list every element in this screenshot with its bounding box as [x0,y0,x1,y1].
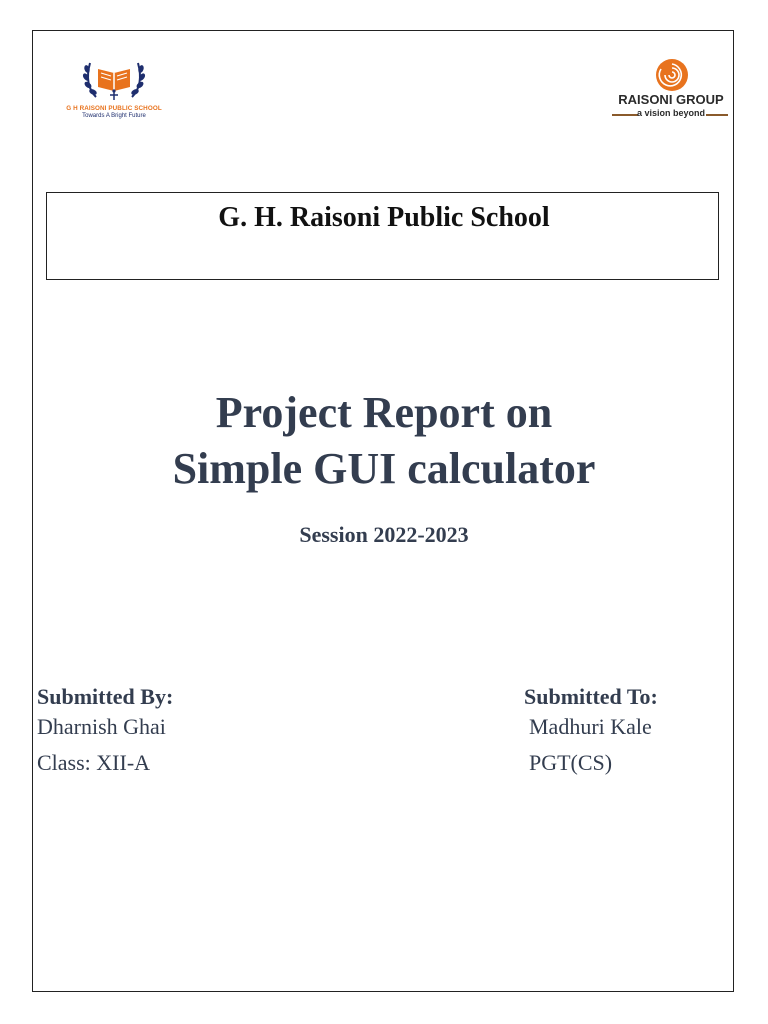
school-logo-name: G H RAISONI PUBLIC SCHOOL [66,105,162,112]
submitted-by-class: Class: XII-A [37,750,151,775]
group-logo-tagline-row [610,108,732,120]
session-label: Session 2022-2023 [299,522,469,547]
project-title-line-2: Simple GUI calculator [172,444,596,493]
submitted-to-name: Madhuri Kale [529,714,652,739]
submitted-by-name: Dharnish Ghai [37,714,166,739]
submitted-by-heading: Submitted By: [37,684,174,709]
project-title [0,385,768,497]
project-title-line-1: Project Report on [215,388,553,437]
page-border [32,30,734,992]
raisoni-group-logo [610,58,732,122]
group-logo-tagline: a vision beyond [636,108,705,118]
group-logo-name: RAISONI GROUP [618,92,724,107]
tagline-rule-right [706,114,728,116]
school-logo [60,55,168,123]
submitted-to-heading: Submitted To: [524,684,658,709]
spiral-icon [655,58,689,92]
submitted-to-designation: PGT(CS) [529,750,613,775]
school-logo-tagline: Towards A Bright Future [82,113,146,119]
book-laurel-icon [78,55,150,103]
school-title: G. H. Raisoni Public School [218,202,550,233]
